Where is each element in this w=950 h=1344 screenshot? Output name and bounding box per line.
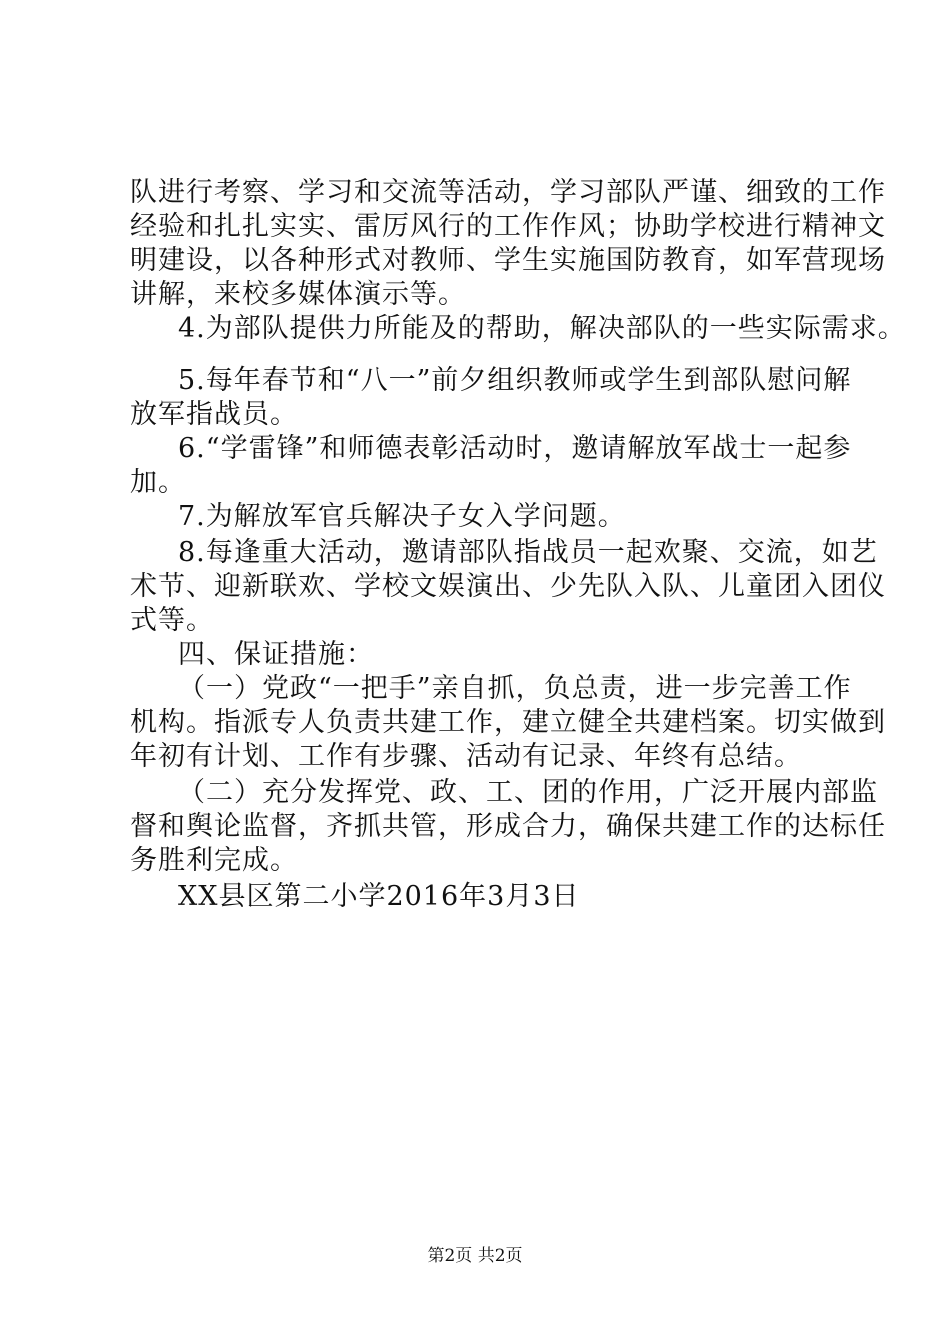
measure-1: （一）党政“一把手”亲自抓，负总责，进一步完善工作 xyxy=(178,673,852,704)
item-6: 6.“学雷锋”和师德表彰活动时，邀请解放军战士一起参 xyxy=(178,433,852,464)
measure-1-cont-2: 年初有计划、工作有步骤、活动有记录、年终有总结。 xyxy=(130,741,802,772)
item-4: 4.为部队提供力所能及的帮助，解决部队的一些实际需求。 xyxy=(178,313,906,344)
measure-2-cont-2: 务胜利完成。 xyxy=(130,845,298,876)
measure-2-cont-1: 督和舆论监督，齐抓共管，形成合力，确保共建工作的达标任 xyxy=(130,811,886,842)
item-8-cont-2: 式等。 xyxy=(130,605,214,636)
body-line-4: 讲解，来校多媒体演示等。 xyxy=(130,279,466,310)
item-7: 7.为解放军官兵解决子女入学问题。 xyxy=(178,501,626,532)
item-8: 8.每逢重大活动，邀请部队指战员一起欢聚、交流，如艺 xyxy=(178,537,878,568)
body-line-1: 队进行考察、学习和交流等活动，学习部队严谨、细致的工作 xyxy=(130,177,886,208)
item-8-cont-1: 术节、迎新联欢、学校文娱演出、少先队入队、儿童团入团仪 xyxy=(130,571,886,602)
body-line-3: 明建设，以各种形式对教师、学生实施国防教育，如军营现场 xyxy=(130,245,886,276)
signature-date: XX县区第二小学2016年3月3日 xyxy=(178,881,580,912)
measure-1-cont-1: 机构。指派专人负责共建工作，建立健全共建档案。切实做到 xyxy=(130,707,886,738)
measure-2: （二）充分发挥党、政、工、团的作用，广泛开展内部监 xyxy=(178,777,878,808)
page-number-footer: 第2页 共2页 xyxy=(427,1246,523,1266)
section-heading: 四、保证措施： xyxy=(178,639,374,670)
body-line-2: 经验和扎扎实实、雷厉风行的工作作风；协助学校进行精神文 xyxy=(130,211,886,242)
item-5: 5.每年春节和“八一”前夕组织教师或学生到部队慰问解 xyxy=(178,365,852,396)
item-5-cont: 放军指战员。 xyxy=(130,399,298,430)
item-6-cont: 加。 xyxy=(130,467,186,498)
